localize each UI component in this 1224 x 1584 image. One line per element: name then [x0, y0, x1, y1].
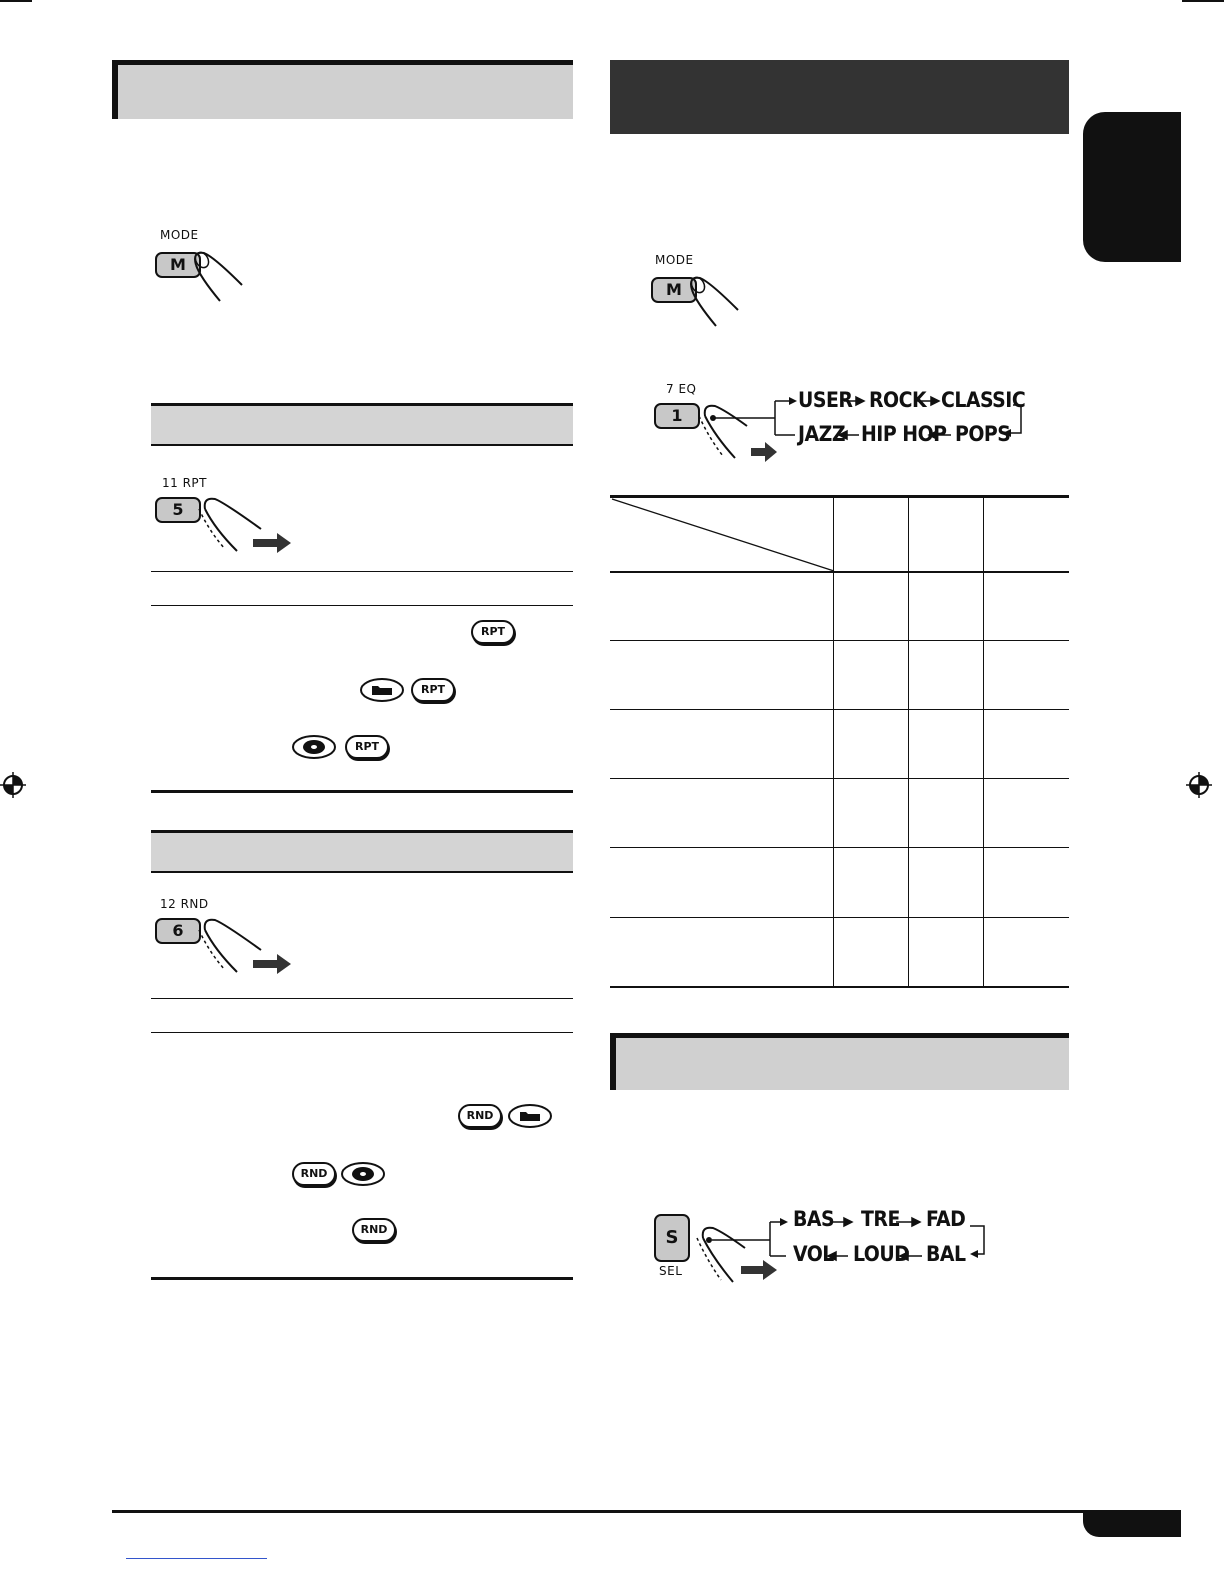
- language-side-tab: [1083, 112, 1181, 262]
- sel-option-loud: LOUD: [853, 1242, 910, 1266]
- eq-table-diagonal: [610, 497, 836, 573]
- page-number-tab: [1083, 1513, 1181, 1537]
- eq-option-rock: ROCK: [869, 388, 927, 412]
- repeat-indicator-badge: RPT: [345, 735, 389, 759]
- eq-table-row-rule: [610, 778, 1069, 779]
- divider: [151, 571, 573, 572]
- sel-option-fad: FAD: [926, 1207, 966, 1231]
- folder-indicator-icon: [360, 678, 406, 704]
- divider: [151, 1032, 573, 1033]
- sel-option-vol: VOL: [793, 1242, 834, 1266]
- random-button-label: 12 RND: [160, 897, 209, 911]
- mode-button-label: MODE: [655, 253, 694, 267]
- crop-mark-top-left: [0, 0, 32, 2]
- sound-section-header: [610, 1033, 1069, 1090]
- eq-table-row-rule: [610, 847, 1069, 848]
- random-indicator-badge: RND: [292, 1162, 336, 1186]
- eq-option-jazz: JAZZ: [798, 422, 846, 446]
- mode-button-label: MODE: [160, 228, 199, 242]
- eq-table-col-rule: [908, 497, 909, 986]
- random-button[interactable]: 6: [155, 918, 201, 944]
- sel-option-tre: TRE: [861, 1207, 900, 1231]
- repeat-subheader: [151, 403, 573, 446]
- finger-press-icon: [188, 245, 248, 305]
- eq-table-row-rule: [610, 917, 1069, 918]
- finger-hold-icon: [195, 916, 295, 976]
- repeat-button-label: 11 RPT: [162, 476, 207, 490]
- repeat-button[interactable]: 5: [155, 497, 201, 523]
- divider: [151, 998, 573, 999]
- eq-table-bottom-rule: [610, 986, 1069, 988]
- eq-table-col-rule: [983, 497, 984, 986]
- sel-option-bal: BAL: [926, 1242, 966, 1266]
- eq-button[interactable]: 1: [654, 403, 700, 429]
- registration-mark-icon: [1186, 772, 1212, 798]
- footer-link-underline: [126, 1558, 267, 1559]
- right-section-header: [610, 60, 1069, 134]
- sel-button[interactable]: S: [654, 1214, 690, 1262]
- registration-mark-icon: [0, 772, 26, 798]
- crop-mark-top-right: [1182, 0, 1224, 2]
- finger-press-icon: [684, 270, 744, 330]
- eq-option-classic: CLASSIC: [941, 388, 1026, 412]
- sel-option-bas: BAS: [793, 1207, 835, 1231]
- eq-table-col-rule: [833, 497, 834, 986]
- left-section-header: [112, 60, 573, 119]
- random-subheader: [151, 830, 573, 873]
- section-bottom-rule: [151, 790, 573, 793]
- disc-indicator-icon: [341, 1162, 387, 1188]
- random-indicator-badge: RND: [458, 1104, 502, 1128]
- eq-option-user: USER: [798, 388, 853, 412]
- eq-table-header-rule: [610, 571, 1069, 573]
- sel-button-label: SEL: [659, 1264, 683, 1278]
- footer-rule: [112, 1510, 1181, 1513]
- random-indicator-badge: RND: [352, 1218, 396, 1242]
- eq-table-row-rule: [610, 640, 1069, 641]
- eq-option-hiphop: HIP HOP: [861, 422, 947, 446]
- mode-button[interactable]: M: [155, 252, 201, 278]
- eq-button-label: 7 EQ: [666, 382, 697, 396]
- disc-indicator-icon: [292, 735, 338, 761]
- section-bottom-rule: [151, 1277, 573, 1280]
- repeat-indicator-badge: RPT: [411, 678, 455, 702]
- folder-indicator-icon: [508, 1104, 554, 1130]
- divider: [151, 605, 573, 606]
- repeat-indicator-badge: RPT: [471, 620, 515, 644]
- eq-option-pops: POPS: [955, 422, 1011, 446]
- finger-hold-icon: [195, 495, 295, 555]
- eq-table-row-rule: [610, 709, 1069, 710]
- mode-button[interactable]: M: [651, 277, 697, 303]
